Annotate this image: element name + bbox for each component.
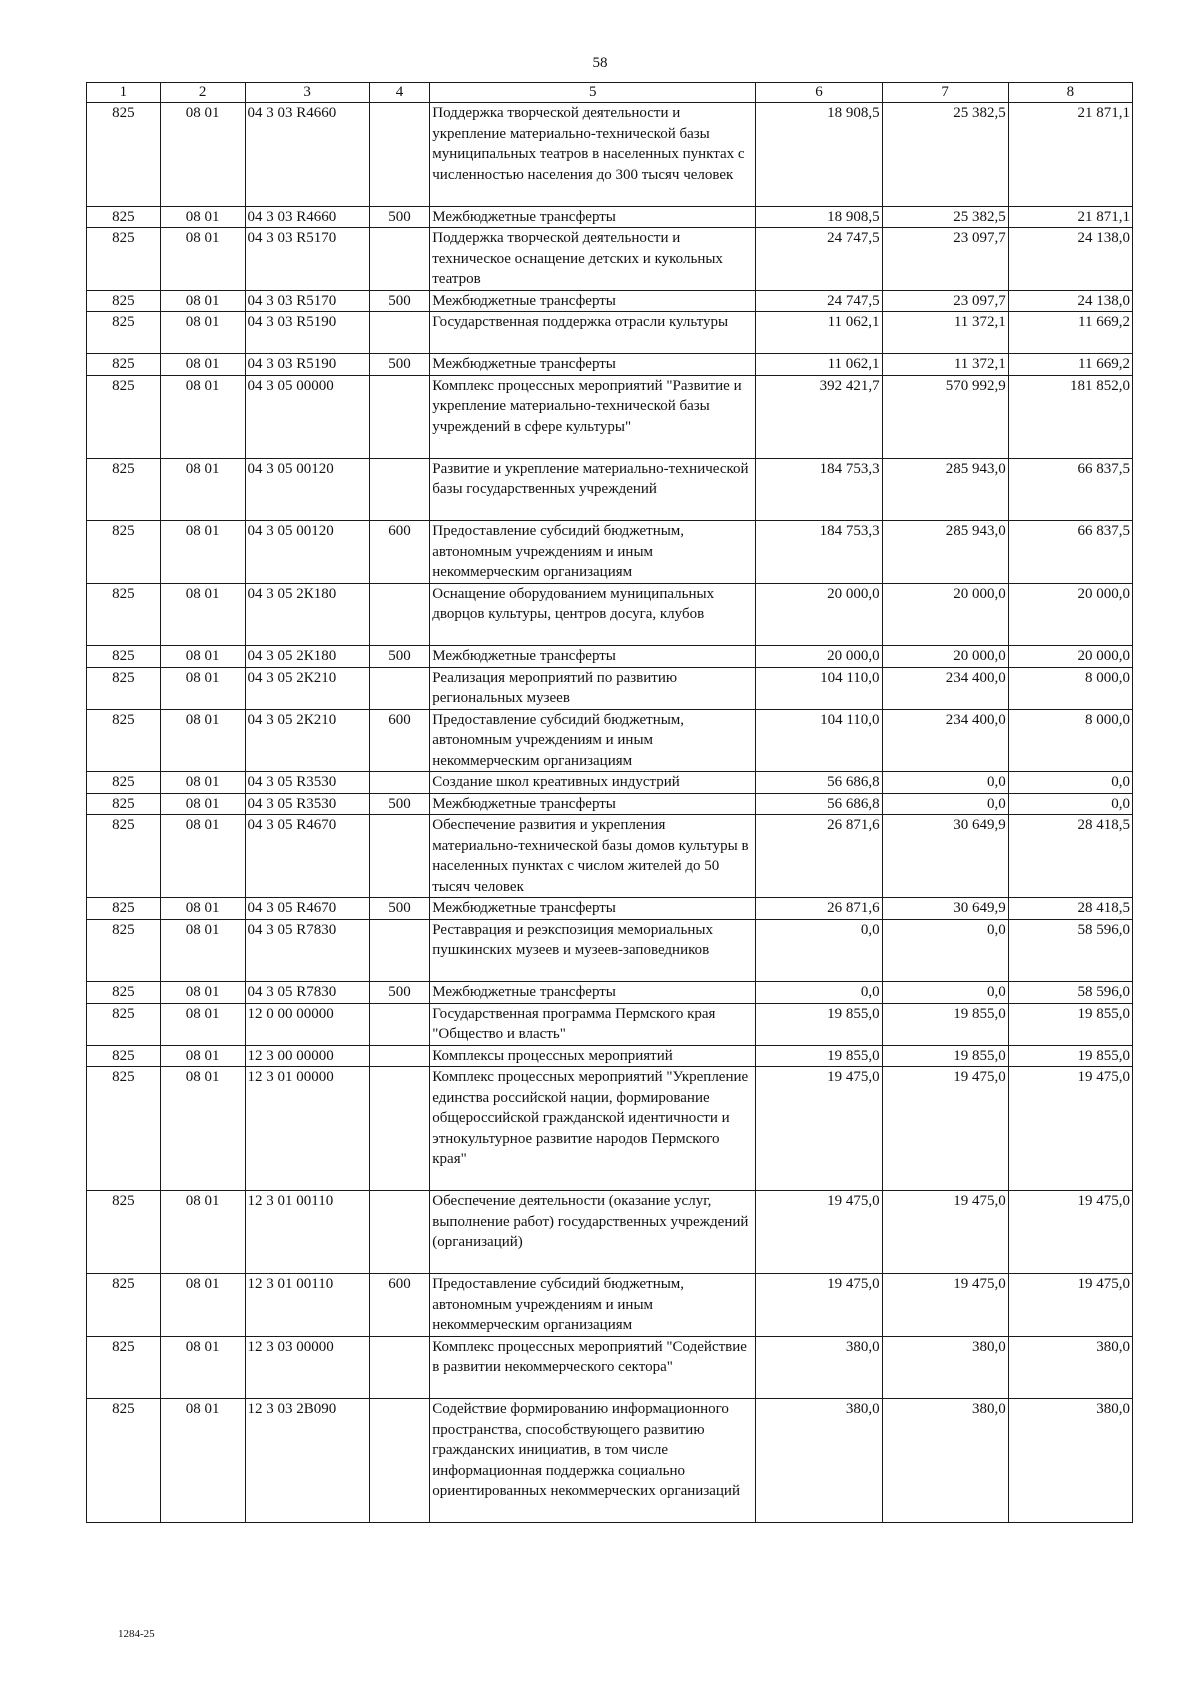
table-cell-admin-code: 825 <box>87 290 161 312</box>
table-cell-amount-year2: 23 097,7 <box>882 228 1008 291</box>
table-cell-target-article: 04 3 05 00000 <box>245 375 369 458</box>
table-row <box>87 1045 1133 1067</box>
table-cell-section: 08 01 <box>160 583 245 646</box>
table-cell-name: Реализация мероприятий по развитию региональных музеев <box>430 667 756 709</box>
table-cell-expense-type: 500 <box>369 206 430 228</box>
table-cell-amount-year1: 18 908,5 <box>756 103 882 207</box>
table-cell-target-article: 04 3 03 R5190 <box>245 354 369 376</box>
table-row <box>87 206 1133 228</box>
table-cell-section: 08 01 <box>160 375 245 458</box>
table-cell-amount-year3: 24 138,0 <box>1008 228 1132 291</box>
table-row <box>87 919 1133 982</box>
table-cell-target-article: 04 3 05 R7830 <box>245 982 369 1004</box>
table-cell-section: 08 01 <box>160 354 245 376</box>
table-cell-target-article: 04 3 05 2К210 <box>245 709 369 772</box>
table-cell-admin-code: 825 <box>87 772 161 794</box>
table-cell-admin-code: 825 <box>87 1045 161 1067</box>
column-number: 8 <box>1008 83 1132 103</box>
table-cell-section: 08 01 <box>160 709 245 772</box>
table-cell-expense-type <box>369 375 430 458</box>
table-cell-amount-year3: 11 669,2 <box>1008 354 1132 376</box>
column-number: 1 <box>87 83 161 103</box>
table-cell-admin-code: 825 <box>87 1067 161 1191</box>
table-cell-name: Межбюджетные трансферты <box>430 646 756 668</box>
table-row <box>87 1067 1133 1191</box>
table-row <box>87 1336 1133 1399</box>
table-cell-amount-year3: 66 837,5 <box>1008 458 1132 521</box>
table-cell-admin-code: 825 <box>87 312 161 354</box>
column-number: 5 <box>430 83 756 103</box>
table-cell-amount-year2: 19 475,0 <box>882 1274 1008 1337</box>
table-cell-amount-year3: 19 475,0 <box>1008 1191 1132 1274</box>
table-cell-amount-year2: 380,0 <box>882 1399 1008 1523</box>
table-row <box>87 290 1133 312</box>
table-cell-target-article: 12 3 03 00000 <box>245 1336 369 1399</box>
table-cell-section: 08 01 <box>160 206 245 228</box>
table-row <box>87 583 1133 646</box>
table-row <box>87 103 1133 207</box>
budget-table <box>86 82 1133 1523</box>
table-cell-amount-year3: 58 596,0 <box>1008 982 1132 1004</box>
table-cell-target-article: 04 3 03 R5170 <box>245 290 369 312</box>
table-cell-name: Обеспечение развития и укрепления материально-технической базы домов культуры в населенных пунктах с числом жителей до 50 тысяч человек <box>430 815 756 898</box>
table-row <box>87 228 1133 291</box>
table-cell-expense-type: 500 <box>369 793 430 815</box>
table-cell-amount-year1: 184 753,3 <box>756 521 882 584</box>
table-cell-section: 08 01 <box>160 772 245 794</box>
table-cell-section: 08 01 <box>160 982 245 1004</box>
table-cell-admin-code: 825 <box>87 919 161 982</box>
table-cell-amount-year3: 0,0 <box>1008 793 1132 815</box>
table-cell-admin-code: 825 <box>87 793 161 815</box>
table-cell-name: Оснащение оборудованием муниципальных дворцов культуры, центров досуга, клубов <box>430 583 756 646</box>
table-cell-amount-year1: 56 686,8 <box>756 793 882 815</box>
table-cell-target-article: 04 3 05 2К210 <box>245 667 369 709</box>
table-cell-amount-year1: 11 062,1 <box>756 354 882 376</box>
table-cell-name: Предоставление субсидий бюджетным, автономным учреждениям и иным некоммерческим организациям <box>430 709 756 772</box>
table-row <box>87 458 1133 521</box>
table-row <box>87 898 1133 920</box>
table-cell-amount-year3: 380,0 <box>1008 1399 1132 1523</box>
table-cell-admin-code: 825 <box>87 815 161 898</box>
table-cell-name: Межбюджетные трансферты <box>430 206 756 228</box>
table-cell-amount-year2: 285 943,0 <box>882 458 1008 521</box>
table-cell-amount-year2: 19 475,0 <box>882 1067 1008 1191</box>
table-cell-amount-year2: 25 382,5 <box>882 103 1008 207</box>
table-cell-expense-type <box>369 1336 430 1399</box>
table-row <box>87 982 1133 1004</box>
column-number: 6 <box>756 83 882 103</box>
table-cell-amount-year3: 19 475,0 <box>1008 1067 1132 1191</box>
table-cell-name: Комплексы процессных мероприятий <box>430 1045 756 1067</box>
table-cell-amount-year1: 19 475,0 <box>756 1067 882 1191</box>
table-cell-admin-code: 825 <box>87 667 161 709</box>
table-cell-amount-year2: 25 382,5 <box>882 206 1008 228</box>
table-cell-section: 08 01 <box>160 1191 245 1274</box>
table-cell-target-article: 04 3 05 2К180 <box>245 583 369 646</box>
table-cell-admin-code: 825 <box>87 103 161 207</box>
column-number: 3 <box>245 83 369 103</box>
table-cell-amount-year1: 184 753,3 <box>756 458 882 521</box>
table-cell-target-article: 12 3 01 00110 <box>245 1274 369 1337</box>
table-row <box>87 521 1133 584</box>
table-cell-amount-year1: 18 908,5 <box>756 206 882 228</box>
table-cell-admin-code: 825 <box>87 709 161 772</box>
table-cell-amount-year1: 26 871,6 <box>756 898 882 920</box>
table-cell-amount-year1: 104 110,0 <box>756 667 882 709</box>
table-cell-amount-year3: 20 000,0 <box>1008 583 1132 646</box>
table-cell-section: 08 01 <box>160 521 245 584</box>
table-cell-name: Создание школ креативных индустрий <box>430 772 756 794</box>
table-cell-amount-year3: 28 418,5 <box>1008 898 1132 920</box>
table-cell-amount-year1: 11 062,1 <box>756 312 882 354</box>
table-cell-expense-type <box>369 772 430 794</box>
table-cell-name: Развитие и укрепление материально-технической базы государственных учреждений <box>430 458 756 521</box>
table-cell-amount-year1: 380,0 <box>756 1336 882 1399</box>
table-cell-amount-year2: 234 400,0 <box>882 667 1008 709</box>
table-cell-amount-year3: 11 669,2 <box>1008 312 1132 354</box>
table-cell-expense-type <box>369 1399 430 1523</box>
column-number: 7 <box>882 83 1008 103</box>
table-cell-amount-year1: 20 000,0 <box>756 646 882 668</box>
table-cell-target-article: 12 3 01 00110 <box>245 1191 369 1274</box>
table-cell-expense-type <box>369 667 430 709</box>
table-cell-amount-year3: 8 000,0 <box>1008 709 1132 772</box>
page-number: 58 <box>592 55 608 71</box>
table-cell-amount-year1: 380,0 <box>756 1399 882 1523</box>
table-cell-amount-year1: 20 000,0 <box>756 583 882 646</box>
table-cell-amount-year2: 0,0 <box>882 772 1008 794</box>
table-cell-section: 08 01 <box>160 1045 245 1067</box>
table-cell-target-article: 04 3 05 R4670 <box>245 815 369 898</box>
table-cell-amount-year1: 104 110,0 <box>756 709 882 772</box>
table-cell-expense-type: 500 <box>369 982 430 1004</box>
table-row <box>87 375 1133 458</box>
table-cell-expense-type <box>369 228 430 291</box>
table-cell-target-article: 04 3 05 R3530 <box>245 772 369 794</box>
table-cell-name: Государственная поддержка отрасли культуры <box>430 312 756 354</box>
table-cell-amount-year2: 0,0 <box>882 793 1008 815</box>
table-cell-admin-code: 825 <box>87 1003 161 1045</box>
table-cell-amount-year3: 20 000,0 <box>1008 646 1132 668</box>
table-cell-amount-year2: 0,0 <box>882 919 1008 982</box>
table-row <box>87 646 1133 668</box>
table-cell-target-article: 04 3 03 R4660 <box>245 103 369 207</box>
table-cell-section: 08 01 <box>160 458 245 521</box>
table-cell-amount-year1: 19 475,0 <box>756 1274 882 1337</box>
table-cell-admin-code: 825 <box>87 982 161 1004</box>
table-cell-name: Комплекс процессных мероприятий "Развитие и укрепление материально-технической базы учреждений в сфере культуры" <box>430 375 756 458</box>
table-cell-section: 08 01 <box>160 1274 245 1337</box>
table-cell-amount-year3: 24 138,0 <box>1008 290 1132 312</box>
table-cell-amount-year1: 0,0 <box>756 982 882 1004</box>
table-cell-expense-type <box>369 458 430 521</box>
table-cell-amount-year2: 0,0 <box>882 982 1008 1004</box>
table-cell-amount-year2: 11 372,1 <box>882 354 1008 376</box>
table-cell-admin-code: 825 <box>87 1336 161 1399</box>
table-cell-name: Межбюджетные трансферты <box>430 982 756 1004</box>
table-cell-amount-year1: 19 855,0 <box>756 1045 882 1067</box>
table-cell-target-article: 04 3 03 R4660 <box>245 206 369 228</box>
table-cell-section: 08 01 <box>160 898 245 920</box>
table-row <box>87 1003 1133 1045</box>
table-cell-admin-code: 825 <box>87 1274 161 1337</box>
table-cell-amount-year2: 30 649,9 <box>882 898 1008 920</box>
table-cell-section: 08 01 <box>160 312 245 354</box>
column-number-row <box>87 83 1133 103</box>
table-cell-section: 08 01 <box>160 1067 245 1191</box>
table-cell-target-article: 04 3 05 2К180 <box>245 646 369 668</box>
table-cell-amount-year2: 380,0 <box>882 1336 1008 1399</box>
table-cell-target-article: 12 3 01 00000 <box>245 1067 369 1191</box>
table-cell-amount-year3: 66 837,5 <box>1008 521 1132 584</box>
table-cell-admin-code: 825 <box>87 1399 161 1523</box>
table-cell-name: Межбюджетные трансферты <box>430 290 756 312</box>
table-cell-expense-type: 500 <box>369 354 430 376</box>
table-cell-expense-type: 500 <box>369 898 430 920</box>
table-cell-amount-year2: 570 992,9 <box>882 375 1008 458</box>
table-cell-target-article: 04 3 05 R7830 <box>245 919 369 982</box>
table-cell-amount-year2: 234 400,0 <box>882 709 1008 772</box>
table-row <box>87 1274 1133 1337</box>
table-cell-amount-year2: 30 649,9 <box>882 815 1008 898</box>
table-row <box>87 815 1133 898</box>
table-cell-target-article: 12 3 03 2В090 <box>245 1399 369 1523</box>
table-cell-admin-code: 825 <box>87 375 161 458</box>
table-cell-section: 08 01 <box>160 667 245 709</box>
table-cell-expense-type <box>369 1045 430 1067</box>
table-cell-name: Обеспечение деятельности (оказание услуг, выполнение работ) государственных учреждений (организаций) <box>430 1191 756 1274</box>
column-number: 4 <box>369 83 430 103</box>
table-cell-admin-code: 825 <box>87 458 161 521</box>
table-cell-name: Межбюджетные трансферты <box>430 354 756 376</box>
table-cell-name: Предоставление субсидий бюджетным, автономным учреждениям и иным некоммерческим организациям <box>430 521 756 584</box>
table-cell-amount-year1: 26 871,6 <box>756 815 882 898</box>
document-code: 1284-25 <box>118 1628 155 1640</box>
table-cell-amount-year2: 23 097,7 <box>882 290 1008 312</box>
table-cell-amount-year1: 392 421,7 <box>756 375 882 458</box>
table-cell-expense-type: 500 <box>369 646 430 668</box>
table-cell-expense-type: 600 <box>369 1274 430 1337</box>
table-cell-name: Предоставление субсидий бюджетным, автономным учреждениям и иным некоммерческим организациям <box>430 1274 756 1337</box>
table-cell-section: 08 01 <box>160 1003 245 1045</box>
table-cell-target-article: 04 3 03 R5170 <box>245 228 369 291</box>
table-cell-expense-type <box>369 919 430 982</box>
table-cell-admin-code: 825 <box>87 206 161 228</box>
table-cell-name: Комплекс процессных мероприятий "Укрепление единства российской нации, формирование общероссийской гражданской идентичности и этнокультурное развитие народов Пермского края" <box>430 1067 756 1191</box>
table-cell-amount-year3: 8 000,0 <box>1008 667 1132 709</box>
table-cell-section: 08 01 <box>160 1336 245 1399</box>
table-cell-amount-year1: 19 855,0 <box>756 1003 882 1045</box>
table-row <box>87 354 1133 376</box>
table-cell-amount-year1: 56 686,8 <box>756 772 882 794</box>
table-cell-admin-code: 825 <box>87 354 161 376</box>
table-cell-amount-year2: 20 000,0 <box>882 583 1008 646</box>
table-cell-expense-type <box>369 583 430 646</box>
table-cell-name: Реставрация и реэкспозиция мемориальных пушкинских музеев и музеев-заповедников <box>430 919 756 982</box>
table-row <box>87 709 1133 772</box>
table-cell-amount-year2: 285 943,0 <box>882 521 1008 584</box>
table-cell-target-article: 04 3 05 00120 <box>245 521 369 584</box>
table-cell-expense-type <box>369 1003 430 1045</box>
table-cell-expense-type <box>369 1067 430 1191</box>
table-cell-target-article: 04 3 05 00120 <box>245 458 369 521</box>
table-row <box>87 772 1133 794</box>
table-cell-amount-year3: 380,0 <box>1008 1336 1132 1399</box>
table-cell-expense-type <box>369 103 430 207</box>
table-cell-name: Комплекс процессных мероприятий "Содействие в развитии некоммерческого сектора" <box>430 1336 756 1399</box>
table-cell-expense-type <box>369 1191 430 1274</box>
column-number: 2 <box>160 83 245 103</box>
table-cell-section: 08 01 <box>160 919 245 982</box>
table-cell-amount-year2: 19 855,0 <box>882 1045 1008 1067</box>
table-cell-amount-year2: 20 000,0 <box>882 646 1008 668</box>
table-cell-name: Межбюджетные трансферты <box>430 898 756 920</box>
table-row <box>87 667 1133 709</box>
table-row <box>87 312 1133 354</box>
table-cell-expense-type: 600 <box>369 521 430 584</box>
table-cell-expense-type <box>369 312 430 354</box>
table-cell-amount-year2: 19 475,0 <box>882 1191 1008 1274</box>
table-cell-section: 08 01 <box>160 1399 245 1523</box>
table-cell-target-article: 04 3 05 R3530 <box>245 793 369 815</box>
table-cell-amount-year1: 24 747,5 <box>756 228 882 291</box>
table-cell-admin-code: 825 <box>87 646 161 668</box>
table-cell-name: Поддержка творческой деятельности и укрепление материально-технической базы муниципальных театров в населенных пунктах с численностью населения до 300 тысяч человек <box>430 103 756 207</box>
table-cell-name: Содействие формированию информационного пространства, способствующего развитию гражданских инициатив, в том числе информационная поддержка социально ориентированных некоммерческих организаций <box>430 1399 756 1523</box>
table-cell-expense-type <box>369 815 430 898</box>
table-cell-amount-year3: 19 475,0 <box>1008 1274 1132 1337</box>
table-cell-amount-year3: 19 855,0 <box>1008 1003 1132 1045</box>
table-cell-amount-year3: 19 855,0 <box>1008 1045 1132 1067</box>
table-cell-amount-year3: 0,0 <box>1008 772 1132 794</box>
table-cell-amount-year3: 28 418,5 <box>1008 815 1132 898</box>
table-cell-section: 08 01 <box>160 103 245 207</box>
table-row <box>87 1191 1133 1274</box>
table-cell-amount-year1: 19 475,0 <box>756 1191 882 1274</box>
table-cell-admin-code: 825 <box>87 228 161 291</box>
table-cell-name: Межбюджетные трансферты <box>430 793 756 815</box>
table-cell-section: 08 01 <box>160 290 245 312</box>
table-cell-target-article: 04 3 03 R5190 <box>245 312 369 354</box>
table-row <box>87 1399 1133 1523</box>
table-cell-section: 08 01 <box>160 815 245 898</box>
table-cell-target-article: 12 0 00 00000 <box>245 1003 369 1045</box>
table-cell-amount-year1: 0,0 <box>756 919 882 982</box>
table-cell-amount-year2: 11 372,1 <box>882 312 1008 354</box>
table-cell-section: 08 01 <box>160 228 245 291</box>
table-cell-section: 08 01 <box>160 646 245 668</box>
table-cell-amount-year3: 58 596,0 <box>1008 919 1132 982</box>
table-cell-admin-code: 825 <box>87 1191 161 1274</box>
table-cell-admin-code: 825 <box>87 521 161 584</box>
table-cell-section: 08 01 <box>160 793 245 815</box>
table-cell-target-article: 12 3 00 00000 <box>245 1045 369 1067</box>
table-cell-name: Государственная программа Пермского края "Общество и власть" <box>430 1003 756 1045</box>
table-cell-amount-year3: 181 852,0 <box>1008 375 1132 458</box>
table-cell-admin-code: 825 <box>87 583 161 646</box>
table-cell-expense-type: 500 <box>369 290 430 312</box>
table-cell-amount-year2: 19 855,0 <box>882 1003 1008 1045</box>
table-cell-name: Поддержка творческой деятельности и техническое оснащение детских и кукольных театров <box>430 228 756 291</box>
table-cell-amount-year3: 21 871,1 <box>1008 206 1132 228</box>
table-row <box>87 793 1133 815</box>
table-cell-target-article: 04 3 05 R4670 <box>245 898 369 920</box>
table-cell-amount-year1: 24 747,5 <box>756 290 882 312</box>
table-cell-expense-type: 600 <box>369 709 430 772</box>
table-cell-admin-code: 825 <box>87 898 161 920</box>
table-cell-amount-year3: 21 871,1 <box>1008 103 1132 207</box>
